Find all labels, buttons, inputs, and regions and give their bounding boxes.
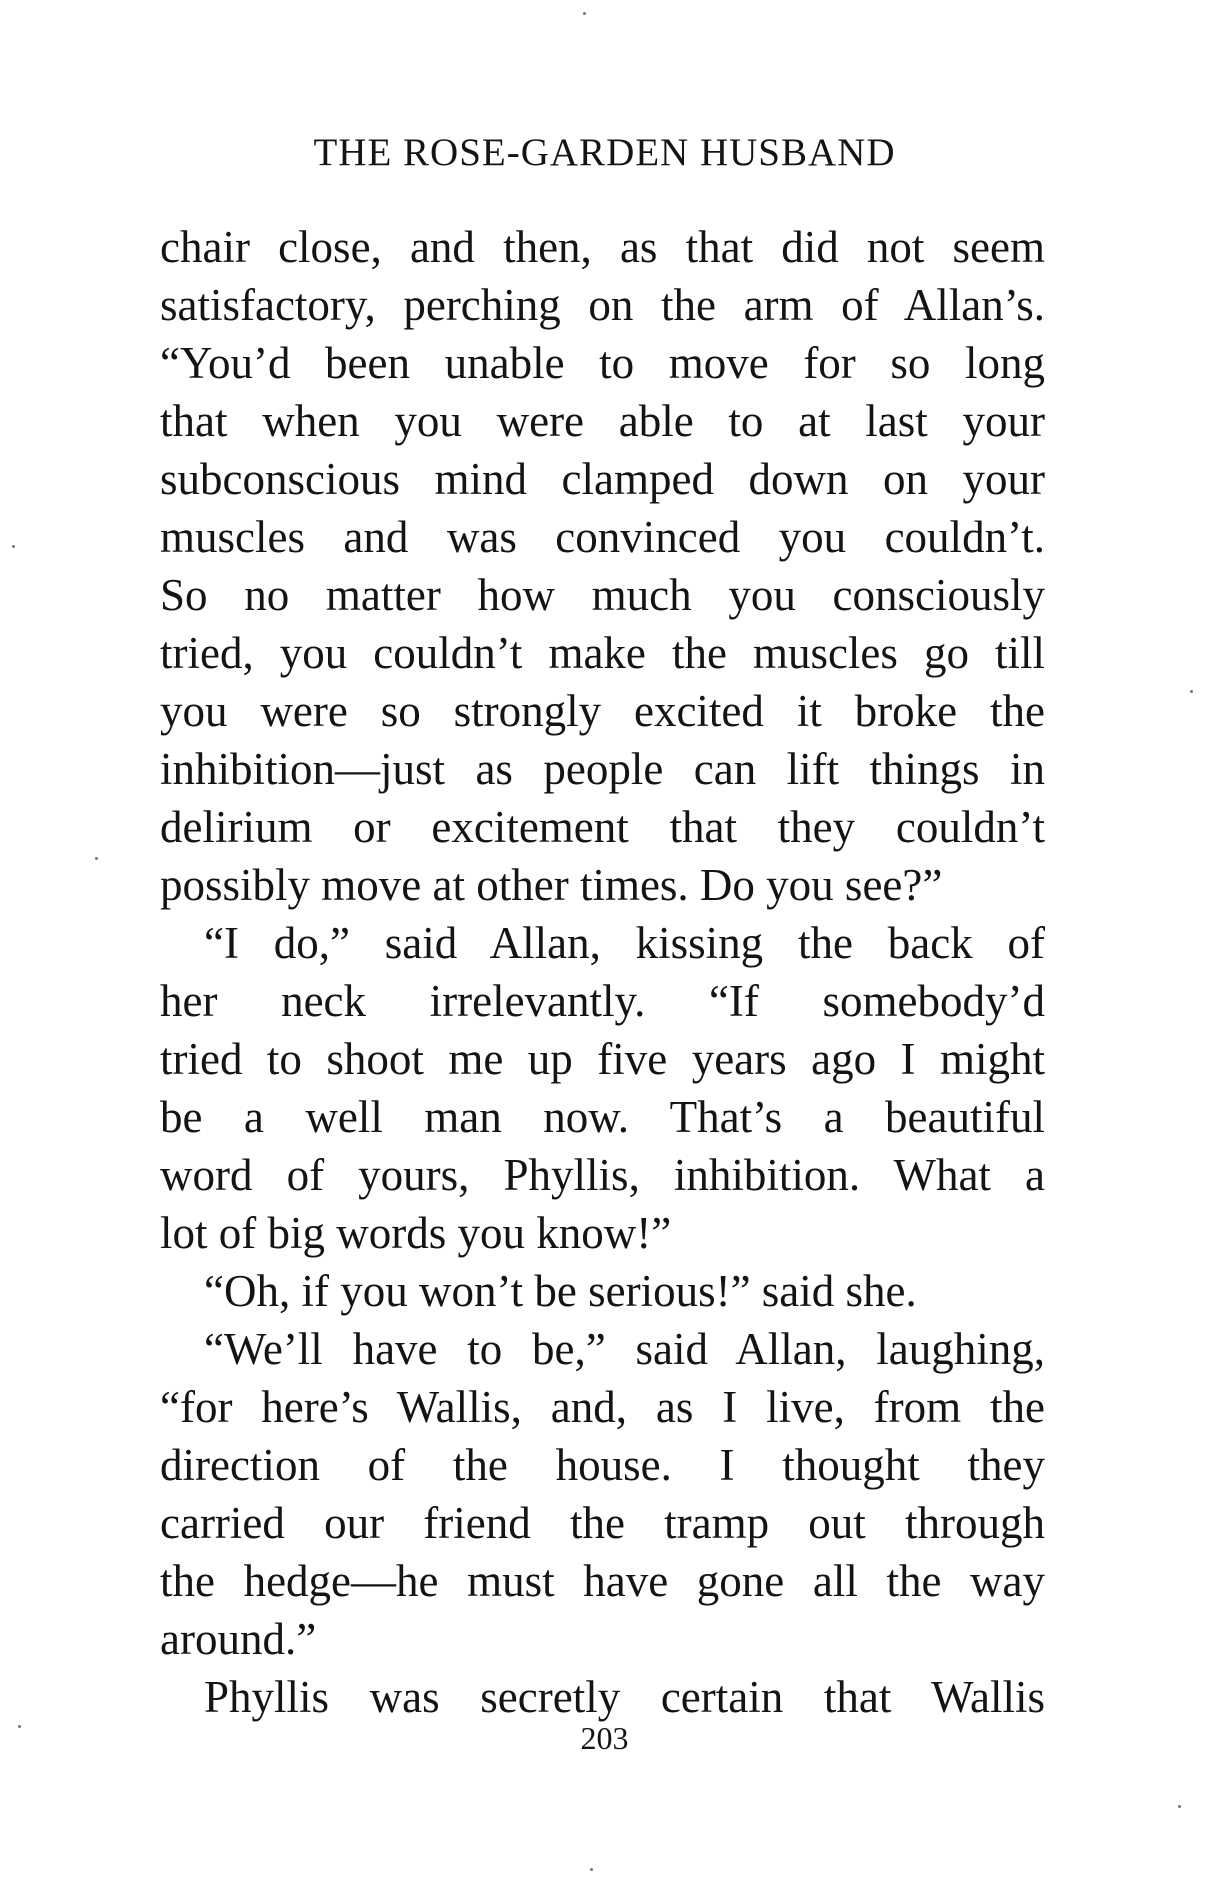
paper-speck [1190, 690, 1193, 693]
paper-speck [590, 1868, 593, 1871]
text-line: “I do,” said Allan, kissing the back of [204, 918, 1045, 968]
text-line: be a well man now. That’s a beautiful [160, 1092, 1045, 1142]
text-line: direction of the house. I thought they [160, 1440, 1045, 1490]
text-line: So no matter how much you consciously [160, 570, 1045, 620]
text-line: “You’d been unable to move for so long [160, 338, 1045, 388]
text-line: lot of big words you know!” [160, 1208, 672, 1258]
text-line: that when you were able to at last your [160, 396, 1045, 446]
text-line: chair close, and then, as that did not seem [160, 222, 1045, 272]
text-line: inhibition—just as people can lift things in [160, 744, 1045, 794]
text-line: word of yours, Phyllis, inhibition. What a [160, 1150, 1045, 1200]
text-line: delirium or excitement that they couldn’t [160, 802, 1045, 852]
text-line: muscles and was convinced you couldn’t. [160, 512, 1045, 562]
running-head: THE ROSE-GARDEN HUSBAND [313, 131, 896, 174]
paper-speck [95, 857, 98, 860]
text-line: carried our friend the tramp out through [160, 1498, 1045, 1548]
text-line: possibly move at other times. Do you see?” [160, 860, 943, 910]
paper-speck [583, 12, 586, 15]
text-line: tried, you couldn’t make the muscles go till [160, 628, 1045, 678]
text-line: “for here’s Wallis, and, as I live, from the [160, 1382, 1045, 1432]
page-number: 203 [580, 1720, 629, 1756]
text-line: around.” [160, 1614, 317, 1664]
text-line: you were so strongly excited it broke the [160, 686, 1045, 736]
text-line: subconscious mind clamped down on your [160, 454, 1045, 504]
text-line: tried to shoot me up five years ago I might [160, 1034, 1045, 1084]
paper-speck [18, 1725, 21, 1728]
text-line: satisfactory, perching on the arm of Allan’s. [160, 280, 1045, 330]
paper-speck [1178, 1805, 1181, 1808]
text-line: “Oh, if you won’t be serious!” said she. [204, 1266, 917, 1316]
text-line: the hedge—he must have gone all the way [160, 1556, 1045, 1606]
text-line: Phyllis was secretly certain that Wallis [204, 1672, 1045, 1722]
body-text [160, 218, 1045, 1726]
paper-speck [12, 545, 15, 548]
text-line: “We’ll have to be,” said Allan, laughing, [204, 1324, 1045, 1374]
text-line: her neck irrelevantly. “If somebody’d [160, 976, 1045, 1026]
